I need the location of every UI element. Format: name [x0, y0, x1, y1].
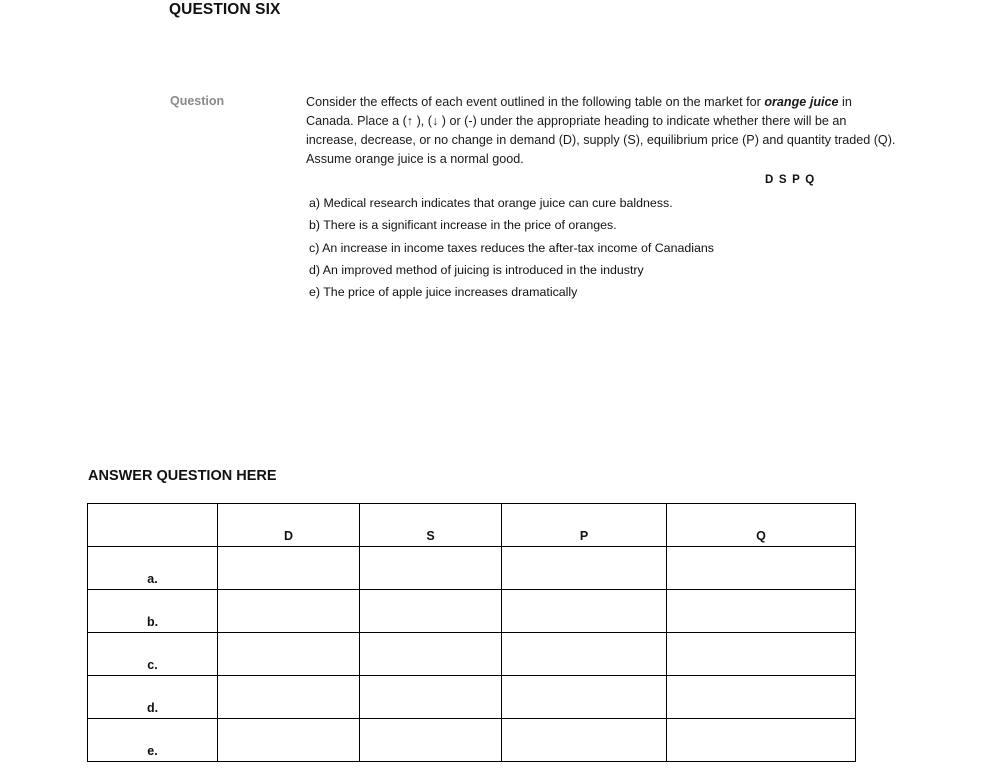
- answer-cell-b-q[interactable]: [667, 590, 856, 633]
- answer-cell-e-q[interactable]: [667, 719, 856, 762]
- row-label-a: a.: [88, 547, 218, 590]
- header-cell-d: D: [218, 504, 360, 547]
- row-label-c: c.: [88, 633, 218, 676]
- answer-cell-d-d[interactable]: [218, 676, 360, 719]
- row-label-e: e.: [88, 719, 218, 762]
- answer-cell-b-p[interactable]: [502, 590, 667, 633]
- answer-cell-c-d[interactable]: [218, 633, 360, 676]
- answer-cell-b-s[interactable]: [360, 590, 502, 633]
- answer-cell-c-q[interactable]: [667, 633, 856, 676]
- question-line-4: Assume orange juice is a normal good.: [306, 152, 524, 166]
- answer-cell-a-s[interactable]: [360, 547, 502, 590]
- event-item-a: a) Medical research indicates that orange juice can cure baldness.: [309, 196, 673, 210]
- header-cell-q: Q: [667, 504, 856, 547]
- dspq-header: D S P Q: [765, 174, 816, 186]
- event-item-d: d) An improved method of juicing is introduced in the industry: [309, 262, 644, 277]
- event-list: [309, 195, 714, 306]
- answer-cell-a-q[interactable]: [667, 547, 856, 590]
- answer-cell-c-s[interactable]: [360, 633, 502, 676]
- row-label-d: d.: [88, 676, 218, 719]
- event-item-b: b) There is a significant increase in the price of oranges.: [309, 218, 617, 233]
- table-row: [88, 676, 856, 719]
- header-cell-p: P: [502, 504, 667, 547]
- answer-cell-a-p[interactable]: [502, 547, 667, 590]
- answer-cell-a-d[interactable]: [218, 547, 360, 590]
- page-title: QUESTION SIX: [169, 1, 281, 18]
- question-label: Question: [170, 94, 225, 108]
- header-cell-blank: [88, 504, 218, 547]
- answer-cell-e-p[interactable]: [502, 719, 667, 762]
- answer-cell-e-d[interactable]: [218, 719, 360, 762]
- question-text: [306, 93, 978, 169]
- table-row: [88, 590, 856, 633]
- event-item-e: e) The price of apple juice increases dramatically: [309, 285, 578, 300]
- answer-table: [87, 503, 856, 762]
- table-row: [88, 719, 856, 762]
- question-line-1: [306, 93, 978, 112]
- answer-cell-d-q[interactable]: [667, 676, 856, 719]
- answer-cell-d-s[interactable]: [360, 676, 502, 719]
- question-line-1-start: Consider the effects of each event outlined in the following table on the market for: [306, 95, 765, 109]
- question-line-2: Canada. Place a (↑ ), (↓ ) or (-) under the appropriate heading to indicate whether there will be an: [306, 114, 847, 128]
- answer-cell-c-p[interactable]: [502, 633, 667, 676]
- header-cell-s: S: [360, 504, 502, 547]
- table-header-row: [88, 504, 856, 547]
- orange-juice-emphasis: orange juice: [764, 95, 839, 109]
- answer-cell-d-p[interactable]: [502, 676, 667, 719]
- row-label-b: b.: [88, 590, 218, 633]
- event-item-c: c) An increase in income taxes reduces the after-tax income of Canadians: [309, 240, 714, 255]
- table-row: [88, 547, 856, 590]
- table-row: [88, 633, 856, 676]
- answer-cell-e-s[interactable]: [360, 719, 502, 762]
- question-line-1-end: in: [838, 95, 852, 109]
- answer-heading: ANSWER QUESTION HERE: [88, 468, 277, 484]
- question-line-3: increase, decrease, or no change in demand (D), supply (S), equilibrium price (P) and quantity traded (Q).: [306, 133, 896, 147]
- answer-cell-b-d[interactable]: [218, 590, 360, 633]
